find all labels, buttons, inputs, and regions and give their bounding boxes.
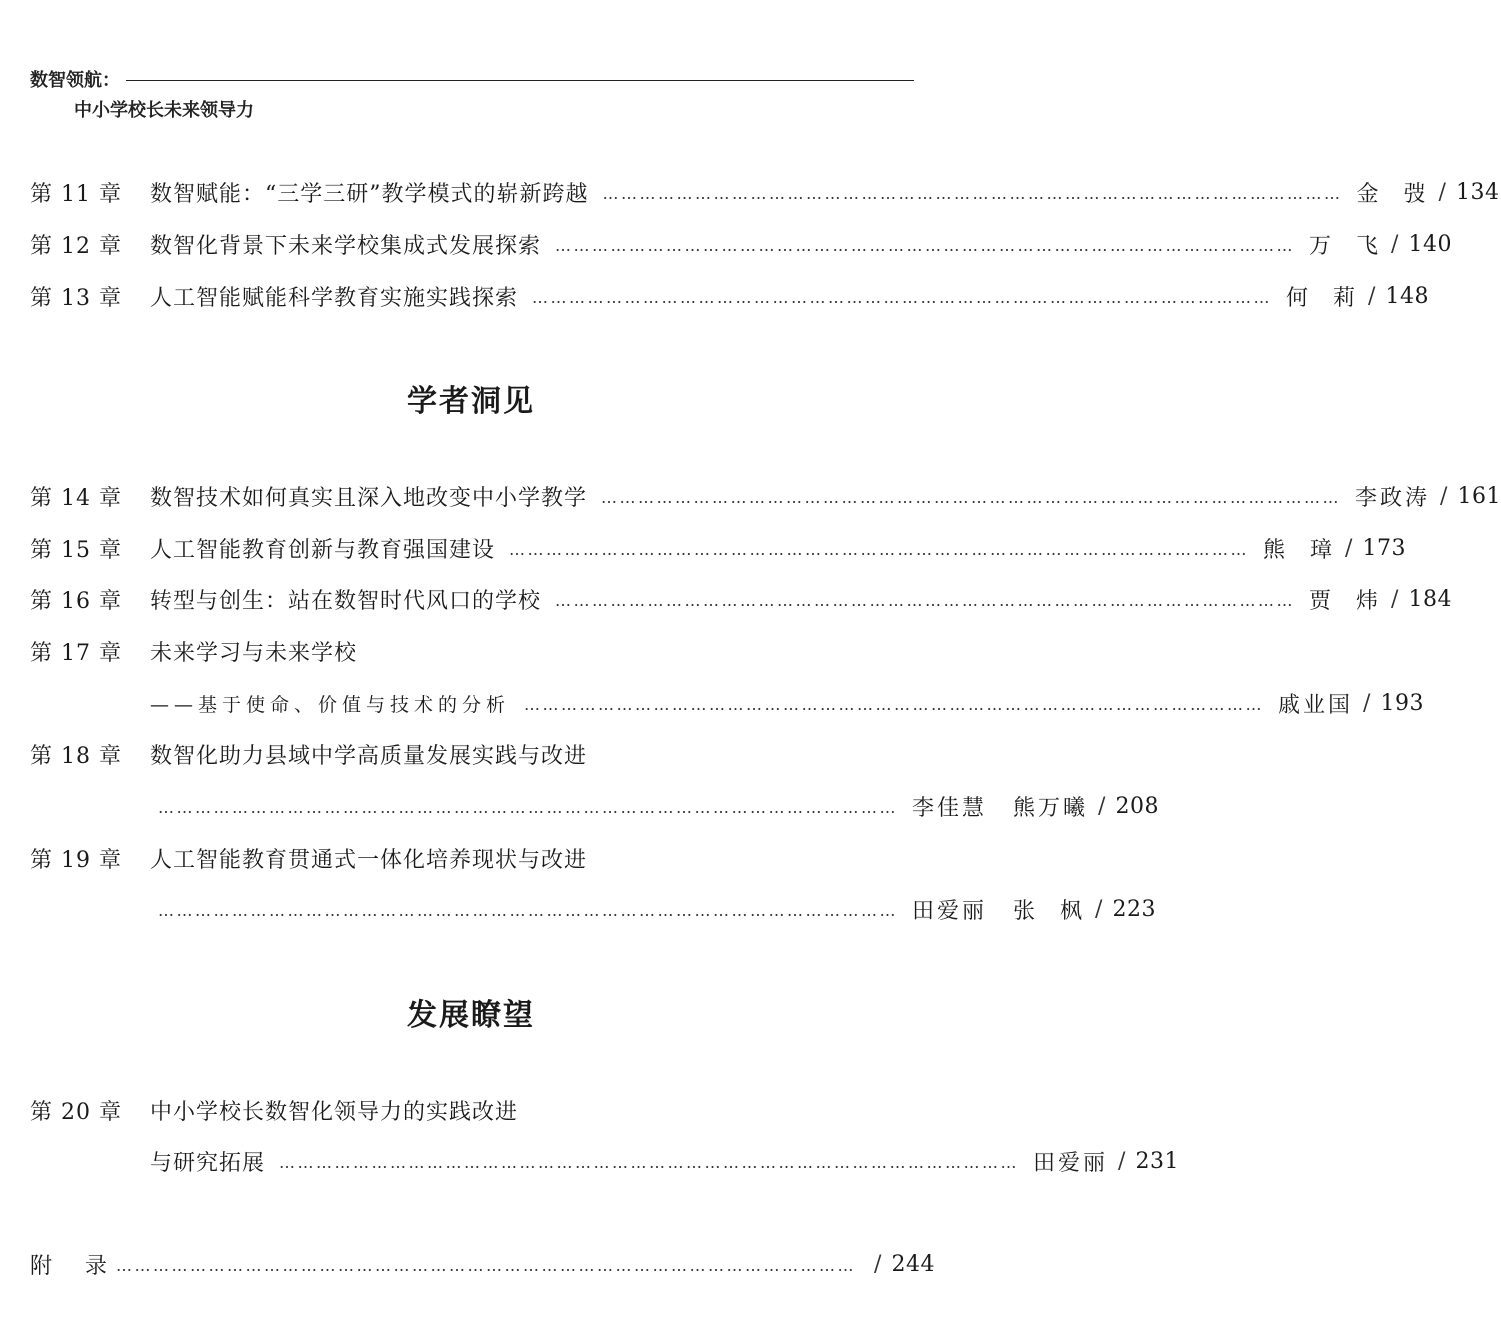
author: 李政涛 <box>1355 485 1431 511</box>
toc-entry-ch14[interactable] <box>30 480 1501 512</box>
author: 熊 璋 <box>1263 537 1336 563</box>
chapter-number: 第 12 章 <box>30 233 122 259</box>
chapter-title-continued: 与研究拓展 <box>150 1150 266 1176</box>
leader-dots: ………………………………………………………………………………………………………… <box>524 694 1265 714</box>
leader-dots: ………………………………………………………………………………………………………… <box>116 1255 857 1275</box>
slash: / <box>874 1251 882 1277</box>
page-number: 173 <box>1362 535 1406 561</box>
chapter-number: 第 16 章 <box>30 588 122 614</box>
leader-dots: ………………………………………………………………………………………………………… <box>158 900 898 920</box>
section-heading-scholars: 学者洞见 <box>407 384 535 419</box>
toc-entry-appendix[interactable] <box>30 1248 935 1280</box>
chapter-title: 未来学习与未来学校 <box>150 640 358 666</box>
slash: / <box>1391 231 1399 257</box>
slash: / <box>1118 1148 1126 1174</box>
page-number: 223 <box>1112 896 1156 922</box>
chapter-number: 第 19 章 <box>30 847 122 873</box>
slash: / <box>1438 179 1446 205</box>
slash: / <box>1391 586 1399 612</box>
chapter-title: 数智化助力县域中学高质量发展实践与改进 <box>150 743 588 769</box>
toc-entry-ch18-authors[interactable] <box>30 790 1159 822</box>
slash: / <box>1345 535 1353 561</box>
author: 田爱丽 <box>1033 1150 1109 1176</box>
chapter-number: 第 15 章 <box>30 537 122 563</box>
toc-entry-ch11[interactable] <box>30 176 1500 208</box>
leader-dots: ………………………………………………………………………………………………………… <box>158 797 898 817</box>
leader-dots: ………………………………………………………………………………………………………… <box>601 487 1342 507</box>
chapter-title: 人工智能教育贯通式一体化培养现状与改进 <box>150 847 588 873</box>
chapter-number: 第 20 章 <box>30 1099 122 1125</box>
toc-entry-ch19[interactable] <box>30 842 914 874</box>
page-number: 134 <box>1455 179 1500 205</box>
slash: / <box>1440 483 1448 509</box>
slash: / <box>1363 690 1371 716</box>
toc-entry-ch20-cont[interactable] <box>30 1145 1179 1177</box>
author: 万 飞 <box>1309 233 1382 259</box>
chapter-title: 人工智能教育创新与教育强国建设 <box>150 537 496 563</box>
toc-entry-ch16[interactable] <box>30 583 1452 615</box>
toc-entry-ch12[interactable] <box>30 228 1452 260</box>
toc-entry-ch20[interactable] <box>30 1094 914 1126</box>
leader-dots: ………………………………………………………………………………………………………… <box>532 287 1273 307</box>
chapter-title: 数智赋能：“三学三研”教学模式的崭新跨越 <box>150 181 589 207</box>
leader-dots: ………………………………………………………………………………………………………… <box>555 235 1296 255</box>
page-number: 148 <box>1385 283 1429 309</box>
toc-entry-ch18[interactable] <box>30 738 914 770</box>
author: 贾 炜 <box>1309 588 1382 614</box>
toc-entry-ch13[interactable] <box>30 280 1429 312</box>
chapter-number: 第 13 章 <box>30 285 122 311</box>
slash: / <box>1098 793 1106 819</box>
page-number: 244 <box>891 1251 935 1277</box>
leader-dots: ………………………………………………………………………………………………………… <box>279 1152 1020 1172</box>
toc-entry-ch17[interactable] <box>30 635 914 667</box>
chapter-title: 数智化背景下未来学校集成式发展探索 <box>150 233 542 259</box>
chapter-subtitle: ——基于使命、价值与技术的分析 <box>150 693 511 716</box>
author: 何 莉 <box>1286 285 1359 311</box>
running-header <box>30 66 914 122</box>
authors: 李佳慧 熊万曦 <box>912 795 1089 821</box>
page-number: 184 <box>1408 586 1452 612</box>
chapter-number: 第 14 章 <box>30 485 122 511</box>
author: 金 弢 <box>1356 181 1429 207</box>
leader-dots: ………………………………………………………………………………………………………… <box>509 539 1250 559</box>
book-title: 数智领航： <box>30 70 120 91</box>
chapter-title: 人工智能赋能科学教育实施实践探索 <box>150 285 519 311</box>
page-number: 161 <box>1457 483 1501 509</box>
chapter-number: 第 11 章 <box>30 181 122 207</box>
page-number: 231 <box>1135 1148 1179 1174</box>
leader-dots: ………………………………………………………………………………………………………… <box>555 590 1296 610</box>
toc-entry-ch17-subtitle[interactable] <box>30 687 1424 719</box>
author: 戚业国 <box>1278 692 1354 718</box>
chapter-title: 数智技术如何真实且深入地改变中小学教学 <box>150 485 588 511</box>
leader-dots: ………………………………………………………………………………………………………… <box>602 183 1343 203</box>
chapter-number: 第 17 章 <box>30 640 122 666</box>
page-number: 208 <box>1115 793 1159 819</box>
authors: 田爱丽 张 枫 <box>912 898 1086 924</box>
appendix-label: 附 录 <box>30 1253 109 1279</box>
slash: / <box>1095 896 1103 922</box>
toc-entry-ch19-authors[interactable] <box>30 893 1156 925</box>
chapter-title: 中小学校长数智化领导力的实践改进 <box>150 1099 519 1125</box>
section-heading-outlook: 发展瞭望 <box>407 998 535 1033</box>
toc-entry-ch15[interactable] <box>30 532 1406 564</box>
page-number: 140 <box>1408 231 1452 257</box>
chapter-title: 转型与创生：站在数智时代风口的学校 <box>150 588 542 614</box>
book-subtitle: 中小学校长未来领导力 <box>74 100 254 121</box>
chapter-number: 第 18 章 <box>30 743 122 769</box>
page-number: 193 <box>1380 690 1424 716</box>
header-rule <box>126 80 914 81</box>
slash: / <box>1368 283 1376 309</box>
